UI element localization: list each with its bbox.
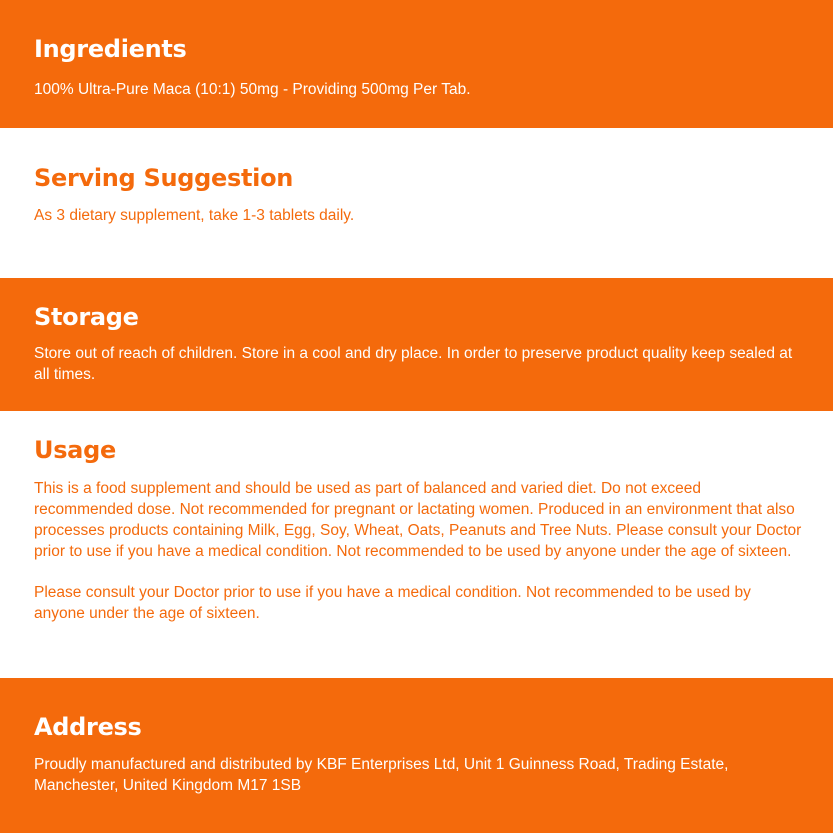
usage-heading: Usage bbox=[34, 436, 116, 464]
address-text: Proudly manufactured and distributed by KBF Enterprises Ltd, Unit 1 Guinness Road, Trading Estate, Manchester, United Kingdom M17 1SB bbox=[34, 756, 729, 794]
serving-suggestion-section bbox=[0, 128, 833, 278]
storage-heading: Storage bbox=[34, 303, 139, 331]
usage-section bbox=[0, 411, 833, 678]
storage-section bbox=[0, 278, 833, 411]
address-heading: Address bbox=[34, 713, 142, 741]
ingredients-heading: Ingredients bbox=[34, 35, 187, 63]
serving-suggestion-text: As 3 dietary supplement, take 1-3 tablets daily. bbox=[34, 207, 355, 224]
ingredients-section bbox=[0, 0, 833, 128]
ingredients-text: 100% Ultra-Pure Maca (10:1) 50mg - Providing 500mg Per Tab. bbox=[34, 81, 471, 98]
usage-paragraph-2: Please consult your Doctor prior to use if you have a medical condition. Not recommended to be used by anyone under the age of sixteen. bbox=[34, 584, 751, 622]
usage-paragraph-1: This is a food supplement and should be used as part of balanced and varied diet. Do not exceed recommended dose. Not recommended for pregnant or lactating women. Produced in an environment that also processes products containing Milk, Egg, Soy, Wheat, Oats, Peanuts and Tree Nuts. Please consult your Doctor prior to use if you have a medical condition. Not recommended to be used by anyone under the age of sixteen. bbox=[34, 480, 802, 560]
storage-text: Store out of reach of children. Store in a cool and dry place. In order to preserve product quality keep sealed at all times. bbox=[34, 345, 793, 383]
serving-suggestion-heading: Serving Suggestion bbox=[34, 164, 294, 192]
address-section bbox=[0, 678, 833, 833]
